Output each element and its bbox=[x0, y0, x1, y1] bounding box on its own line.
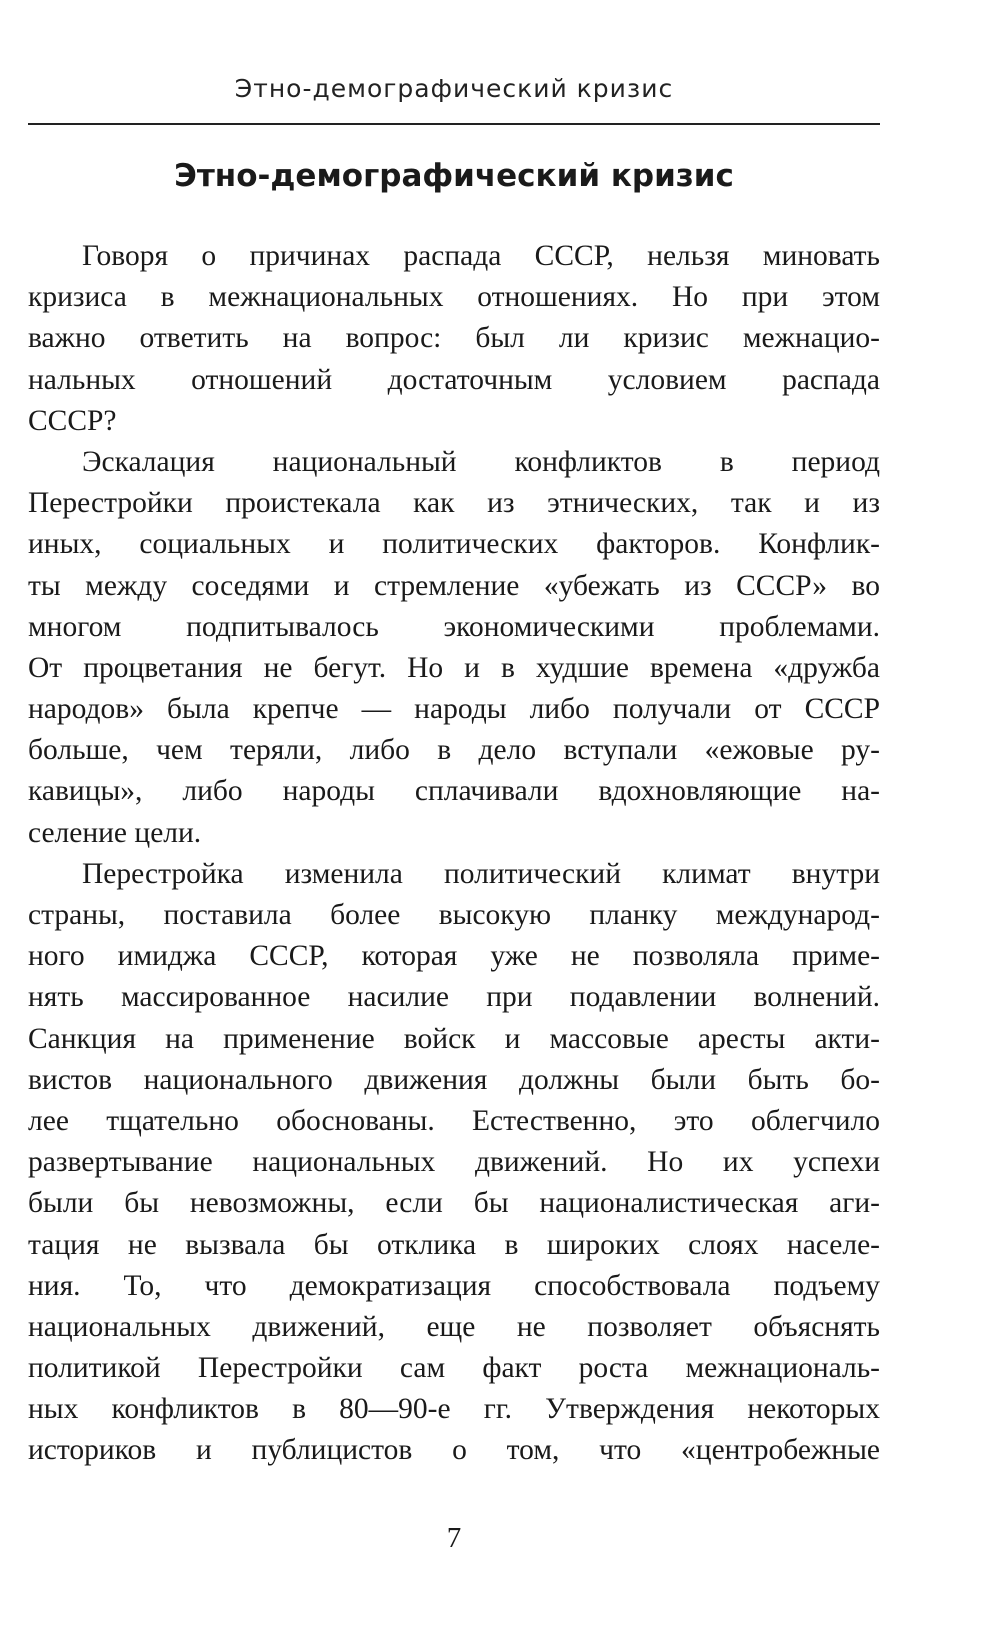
chapter-title: Этно-демографический кризис bbox=[174, 158, 734, 194]
text-line: народов» была крепче — народы либо получали от СССР bbox=[28, 693, 880, 726]
text-line: СССР? bbox=[28, 404, 117, 437]
text-line: лее тщательно обоснованы. Естественно, это облегчило bbox=[28, 1104, 880, 1137]
text-line: иных, социальных и политических факторов. Конфлик- bbox=[28, 528, 880, 561]
text-line: многом подпитывалось экономическими проблемами. bbox=[28, 610, 880, 643]
text-line: были бы невозможны, если бы националистическая аги- bbox=[28, 1187, 880, 1220]
text-line: ных конфликтов в 80—90-е гг. Утверждения некоторых bbox=[28, 1393, 880, 1426]
text-line: политикой Перестройки сам факт роста межнациональ- bbox=[28, 1352, 880, 1385]
text-line: национальных движений, еще не позволяет объяснять bbox=[28, 1310, 880, 1343]
text-line: ния. То, что демократизация способствовала подъему bbox=[28, 1269, 880, 1302]
text-line: вистов национального движения должны были быть бо- bbox=[28, 1063, 880, 1096]
text-line: страны, поставила более высокую планку международ- bbox=[28, 899, 880, 931]
text-line: историков и публицистов о том, что «центробежные bbox=[28, 1434, 880, 1467]
text-line: ного имиджа СССР, которая уже не позволяла приме- bbox=[28, 940, 880, 973]
text-line: развертывание национальных движений. Но их успехи bbox=[28, 1146, 880, 1179]
text-line: важно ответить на вопрос: был ли кризис межнацио- bbox=[28, 322, 880, 355]
text-line: Перестройки проистекала как из этнических, так и из bbox=[28, 487, 880, 520]
paragraph bbox=[28, 442, 880, 854]
text-line: селение цели. bbox=[28, 816, 202, 849]
text-line: кавицы», либо народы сплачивали вдохновляющие на- bbox=[28, 775, 880, 808]
text-line: Эскалация национальный конфликтов в период bbox=[82, 445, 880, 478]
text-line: От процветания не бегут. Но и в худшие времена «дружба bbox=[28, 651, 880, 684]
running-header: Этно-демографический кризис bbox=[234, 74, 674, 103]
text-line: ты между соседями и стремление «убежать из СССР» во bbox=[28, 569, 880, 602]
paragraph bbox=[28, 854, 880, 1472]
paragraph bbox=[28, 236, 880, 442]
text-line: кризиса в межнациональных отношениях. Но при этом bbox=[28, 281, 880, 314]
text-line: тация не вызвала бы отклика в широких слоях населе- bbox=[28, 1228, 880, 1261]
text-line: Перестройка изменила политический климат внутри bbox=[82, 857, 880, 890]
text-line: нальных отношений достаточным условием распада bbox=[28, 363, 880, 396]
text-line: нять массированное насилие при подавлении волнений. bbox=[28, 981, 880, 1014]
header-rule bbox=[28, 123, 880, 125]
body-text bbox=[28, 236, 880, 1472]
text-line: Говоря о причинах распада СССР, нельзя миновать bbox=[82, 240, 880, 272]
text-line: больше, чем теряли, либо в дело вступали «ежовые ру- bbox=[28, 734, 880, 767]
text-line: Санкция на применение войск и массовые аресты акти- bbox=[28, 1022, 880, 1055]
page-number: 7 bbox=[446, 1522, 462, 1554]
